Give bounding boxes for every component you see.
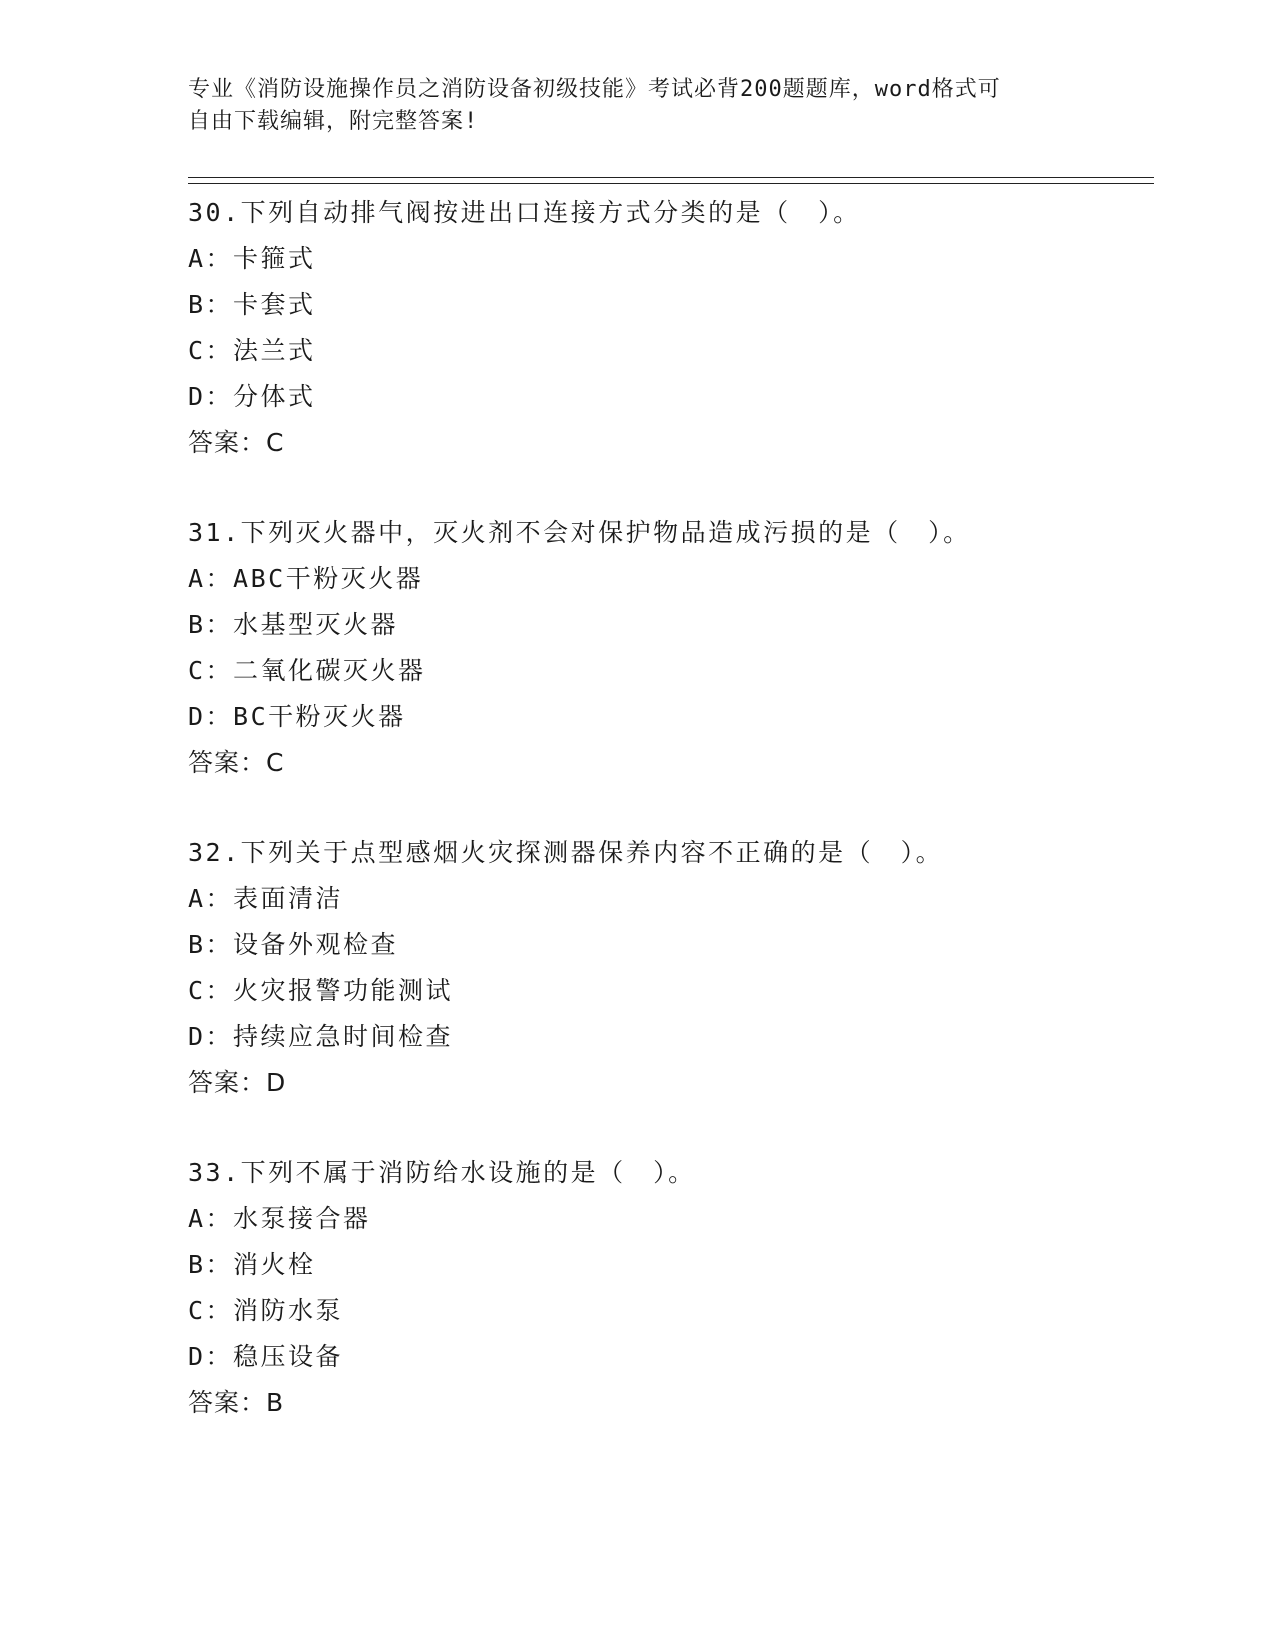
question-title: 31.下列灭火器中，灭火剂不会对保护物品造成污损的是（ ）。 [188,518,971,547]
option-c: C：火灾报警功能测试 [188,976,454,1005]
question-33 [188,1150,1148,1426]
question-title: 32.下列关于点型感烟火灾探测器保养内容不正确的是（ ）。 [188,838,944,867]
header-divider-bottom [188,183,1154,184]
document-header [188,74,1068,138]
option-a: A：卡箍式 [188,244,316,273]
option-b: B：水基型灭火器 [188,610,399,639]
question-list [188,190,1148,1470]
question-title: 33.下列不属于消防给水设施的是（ ）。 [188,1158,696,1187]
question-32 [188,830,1148,1106]
answer-line: 答案：D [188,1068,287,1097]
answer-line: 答案：B [188,1388,285,1417]
question-31 [188,510,1148,786]
option-c: C：消防水泵 [188,1296,344,1325]
option-b: B：卡套式 [188,290,316,319]
question-30 [188,190,1148,466]
answer-line: 答案：C [188,428,285,457]
question-title: 30.下列自动排气阀按进出口连接方式分类的是（ ）。 [188,198,861,227]
option-a: A：表面清洁 [188,884,344,913]
header-line-2: 自由下载编辑，附完整答案! [188,109,479,134]
answer-line: 答案：C [188,748,285,777]
option-d: D：分体式 [188,382,316,411]
header-divider-top [188,177,1154,178]
header-line-1: 专业《消防设施操作员之消防设备初级技能》考试必背200题题库，word格式可 [188,77,1001,102]
option-c: C：二氧化碳灭火器 [188,656,426,685]
option-d: D：持续应急时间检查 [188,1022,454,1051]
option-d: D：BC干粉灭火器 [188,702,406,731]
option-a: A：ABC干粉灭火器 [188,564,424,593]
option-a: A：水泵接合器 [188,1204,371,1233]
option-c: C：法兰式 [188,336,316,365]
option-b: B：消火栓 [188,1250,316,1279]
option-d: D：稳压设备 [188,1342,344,1371]
option-b: B：设备外观检查 [188,930,399,959]
